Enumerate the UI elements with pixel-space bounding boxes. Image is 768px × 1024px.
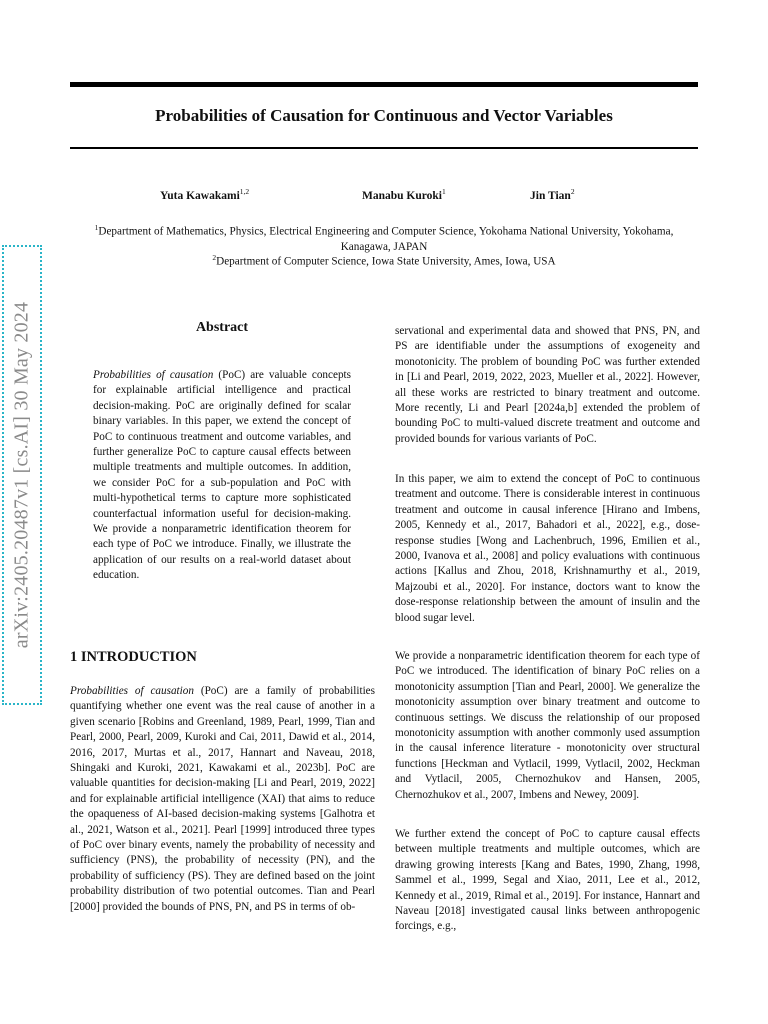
intro-paragraph-2: In this paper, we aim to extend the concept of PoC to continuous treatment and outcome. There is considerable interest in continuous treatment and outcome in causal inference [Hirano and Imbens, 2005, Kennedy et al., 2017, Bahadori et al., 2022], e.g., dose-response studies [Wong and Lachenbruch, 1996, Emilien et al., 2000, Ivanova et al., 2008] and policy evaluations with continuous actions [Kallus and Zhou, 2018, Krishnamurthy et al., 2019, Majzoubi et al., 2020]. For instance, doctors want to know the dose-response relationship between the amount of insulin and the blood sugar level.	[395, 473, 700, 624]
author-affil-mark: 1	[442, 187, 446, 196]
arxiv-identifier[interactable]: arXiv:2405.20487v1 [cs.AI] 30 May 2024	[10, 301, 33, 649]
abstract-heading: Abstract	[195, 320, 249, 335]
section-heading-introduction: 1 INTRODUCTION	[70, 649, 197, 665]
paper-title: Probabilities of Causation for Continuous and Vector Variables	[155, 106, 613, 125]
author-1	[160, 187, 249, 202]
author-name: Yuta Kawakami	[160, 189, 240, 202]
author-affil-mark: 1,2	[239, 187, 250, 196]
author-name: Jin Tian	[530, 189, 571, 202]
intro-paragraph-3: We provide a nonparametric identification theorem for each type of PoC we introduced. The identification of binary PoC relies on a monotonicity assumption [Tian and Pearl, 2000]. We generalize the monotonicity assumption over binary treatment and outcome to continuous settings. We discuss the relationship of our proposed monotonicity assumption with another commonly used assumption in the causal inference literature - monotonicity over structural functions [Heckman and Vytlacil, 1999, Vytlacil, 2002, Heckman and Vytlacil, 2005, Chernozhukov and Hansen, 2005, Chernozhukov et al., 2007, Imbens and Newey, 2009].	[395, 650, 700, 801]
affiliation-2	[70, 250, 698, 270]
abstract-lead: Probabilities of causation	[93, 369, 214, 381]
author-2	[362, 187, 446, 202]
affiliation-text: Department of Computer Science, Iowa State University, Ames, Iowa, USA	[216, 255, 556, 268]
intro-paragraph-4: We further extend the concept of PoC to capture causal effects between multiple treatments and multiple outcomes, which are drawing growing interests [Kang and Bates, 1990, Zhang, 1998, Sammel et al., 1999, Segal and Xiao, 2011, Lee et al., 2012, Kennedy et al., 2019, Rimal et al., 2019]. For instance, Hannart and Naveau [2018] investigated causal links between anthropogenic forcings, e.g.,	[395, 828, 700, 933]
author-3	[530, 187, 575, 202]
affiliation-text: Department of Mathematics, Physics, Electrical Engineering and Computer Science, Yokohama National University, Yokohama, Kanagawa, JAPAN	[98, 225, 674, 253]
affiliation-mark: 1	[94, 223, 99, 232]
author-name: Manabu Kuroki	[362, 189, 442, 202]
intro-paragraph-1	[70, 684, 375, 915]
intro-paragraph-1-continued: servational and experimental data and showed that PNS, PN, and PS are identifiable under the assumptions of exogeneity and monotonicity. The problem of bounding PoC was further extended in [Li and Pearl, 2019, 2022, 2023, Mueller et al., 2022]. However, all these works are restricted to binary treatment and outcome. More recently, Li and Pearl [2024a,b] extended the problem of bounding PoC to multi-valued discrete treatment and outcome and provided bounds for various variants of PoC.	[395, 325, 700, 445]
author-affil-mark: 2	[570, 187, 575, 196]
abstract-body	[93, 368, 351, 584]
abstract-text: (PoC) are valuable concepts for explainable artificial intelligence and practical decision-making. PoC are originally defined for scalar binary variables. In this paper, we extend the concept of PoC to continuous treatment and outcome variables, and further generalize PoC to capture causal effects between multiple treatments and multiple outcomes. In addition, we consider PoC for a sub-population and PoC with multi-hypothetical terms to capture more sophisticated counterfactual information useful for decision-making. We provide a nonparametric identification theorem for each type of PoC we introduce. Finally, we illustrate the application of our results on a real-world dataset about education.	[93, 369, 352, 582]
intro-lead: Probabilities of causation	[70, 685, 194, 697]
title-rule-top	[70, 82, 698, 87]
affiliation-mark: 2	[212, 253, 217, 262]
intro-text: (PoC) are a family of probabilities quantifying whether one event was the real cause of another in a given scenario [Robins and Greenland, 1989, Pearl, 1999, Tian and Pearl, 2000, Pearl, 2009, Kuroki and Cai, 2011, Dawid et al., 2014, 2016, 2017, Murtas et al., 2017, Hannart and Naveau, 2018, Shingaki and Kuroki, 2021, Kawakami et al., 2023b]. PoC are valuable quantities for decision-making [Li and Pearl, 2019, 2022] and for explainable artificial intelligence (XAI) that aims to reduce the opaqueness of AI-based decision-making systems [Galhotra et al., 2021, Watson et al., 2021]. Pearl [1999] introduced three types of PoC over binary events, namely the probability of necessity and sufficiency (PNS), the probability of necessity (PN), and the probability of sufficiency (PS). They are defined based on the joint probability distribution of two potential outcomes. Tian and Pearl [2000] provided the bounds of PNS, PN, and PS in terms of ob-	[70, 685, 375, 913]
title-rule-bottom	[70, 147, 698, 149]
